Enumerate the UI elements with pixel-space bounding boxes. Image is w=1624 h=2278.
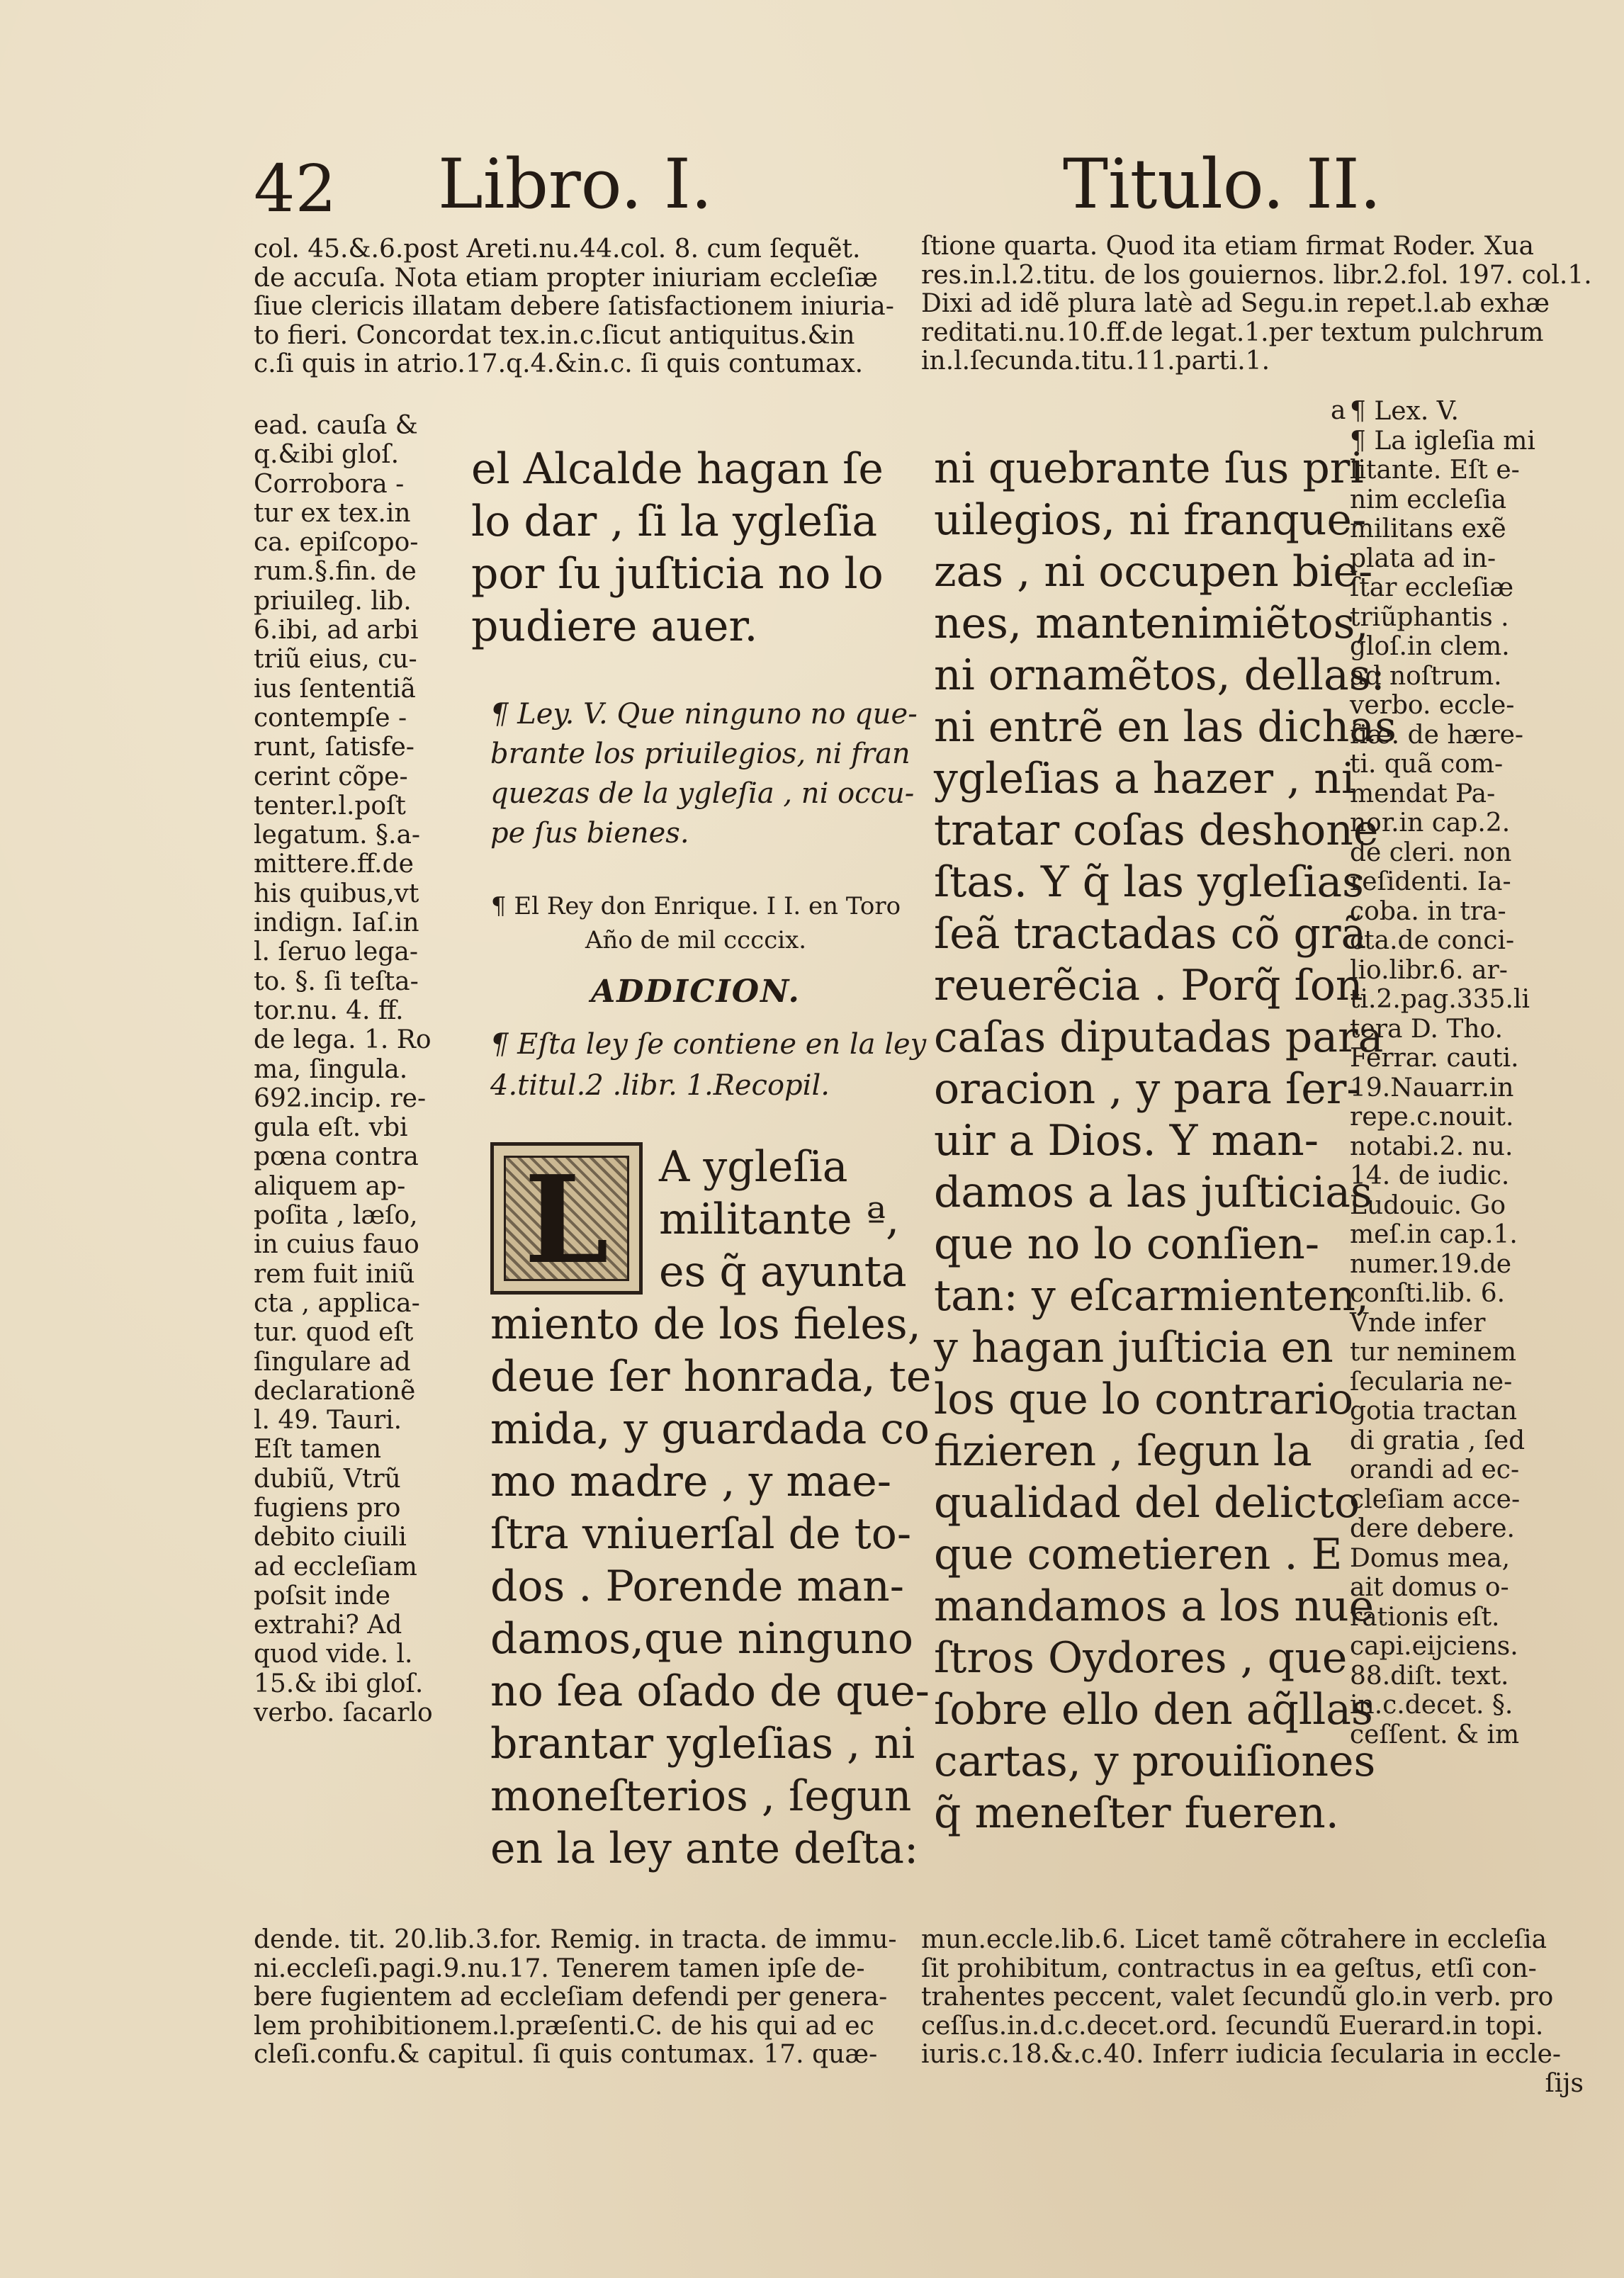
gloss-line: lio.libr.6. ar- bbox=[1350, 955, 1508, 985]
gloss-left-column bbox=[254, 411, 434, 1727]
gloss-line: notabi.2. nu. bbox=[1350, 1132, 1513, 1161]
law-heading-line: pe ſus bienes. bbox=[490, 817, 689, 850]
gloss-line: ceſſus.in.d.c.decet.ord. ſecundũ Euerard.in topi. bbox=[921, 2011, 1544, 2041]
gloss-line: Domus mea, bbox=[1350, 1543, 1511, 1573]
gloss-line: tenter.l.poſt bbox=[254, 791, 406, 821]
body-line: y hagan juſticia en bbox=[934, 1323, 1333, 1372]
gloss-line: Vnde infer bbox=[1350, 1308, 1486, 1338]
gloss-line: legatum. §.a- bbox=[254, 821, 421, 850]
body-line: ni entrẽ en las dichas bbox=[934, 702, 1397, 752]
body-line: pudiere auer. bbox=[471, 602, 758, 651]
body-line: cartas, y prouiſiones bbox=[934, 1737, 1376, 1786]
gloss-line: ma, ſingula. bbox=[254, 1054, 408, 1084]
running-head-left: Libro. I. bbox=[438, 145, 713, 224]
gloss-line: mun.eccle.lib.6. Licet tamẽ cõtrahere in eccleſia bbox=[921, 1925, 1547, 1954]
gloss-line: cta.de conci- bbox=[1350, 926, 1515, 955]
gloss-line: runt, ſatisfe- bbox=[254, 733, 415, 762]
gloss-line: bere fugientem ad eccleſiam defendi per genera- bbox=[254, 1983, 888, 2012]
body-text-left-bottom bbox=[490, 1298, 932, 1875]
gloss-line: debito ciuili bbox=[254, 1523, 407, 1552]
gloss-line: ait domus o- bbox=[1350, 1573, 1509, 1602]
gloss-line: 692.incip. re- bbox=[254, 1083, 427, 1113]
gloss-line: pœna contra bbox=[254, 1142, 419, 1172]
gloss-line: dubiũ, Vtrũ bbox=[254, 1464, 401, 1494]
body-line: que cometieren . E bbox=[934, 1530, 1343, 1579]
gloss-line: tur. quod eſt bbox=[254, 1318, 414, 1348]
gloss-line: triũphantis . bbox=[1350, 602, 1509, 632]
gloss-line: lem prohibitionem.l.præſenti.C. de his qui ad ec bbox=[254, 2011, 874, 2041]
gloss-line: fugiens pro bbox=[254, 1493, 401, 1523]
gloss-line: quod vide. l. bbox=[254, 1640, 413, 1669]
gloss-line: plata ad in- bbox=[1350, 543, 1496, 573]
gloss-line: ti.2.pag.335.li bbox=[1350, 985, 1530, 1014]
gloss-line: 88.diſt. text. bbox=[1350, 1661, 1509, 1691]
gloss-line: nor.in cap.2. bbox=[1350, 808, 1511, 838]
body-line: en la ley ante deſta: bbox=[490, 1824, 919, 1873]
body-line: damos a las juſticias bbox=[934, 1168, 1372, 1217]
gloss-line: q.&ibi gloſ. bbox=[254, 440, 400, 470]
body-line: mida, y guardada co bbox=[490, 1404, 930, 1454]
gloss-line: litante. Eſt e- bbox=[1350, 456, 1520, 485]
body-line: ſtas. Y q̃ las ygleſias bbox=[934, 857, 1364, 907]
law-heading bbox=[490, 694, 918, 853]
gloss-line: 15.& ibi gloſ. bbox=[254, 1669, 424, 1698]
gloss-right-column bbox=[1350, 397, 1555, 1749]
gloss-line: verbo. ſacarlo bbox=[254, 1698, 433, 1728]
body-line: militante ª, bbox=[659, 1195, 900, 1244]
gloss-line: Ludouic. Go bbox=[1350, 1190, 1506, 1220]
body-line: damos,que ninguno bbox=[490, 1614, 913, 1664]
body-line: ſeã tractadas cõ grã bbox=[934, 909, 1367, 959]
body-line: mandamos a los nue bbox=[934, 1581, 1375, 1631]
gloss-top-right bbox=[921, 232, 1592, 376]
gloss-line: gotia tractan bbox=[1350, 1397, 1518, 1426]
gloss-line: Ferrar. cauti. bbox=[1350, 1044, 1519, 1073]
law-heading-line: brante los priuilegios, ni fran bbox=[490, 738, 910, 770]
body-line: que no lo conſien- bbox=[934, 1219, 1320, 1269]
gloss-line: ſiæ. de hære- bbox=[1350, 720, 1524, 750]
body-line: ſtros Oydores , que bbox=[934, 1633, 1348, 1683]
gloss-line: ca. epiſcopo- bbox=[254, 528, 419, 558]
body-line: lo dar , ſi la ygleſia bbox=[471, 497, 878, 546]
gloss-line: ſit prohibitum, contractus in ea geſtus, etſi con- bbox=[921, 1953, 1537, 1983]
gloss-line: gloſ.in clem. bbox=[1350, 632, 1510, 661]
gloss-line: poſita , læſo, bbox=[254, 1201, 418, 1231]
body-text-right bbox=[934, 443, 1397, 1839]
gloss-line: coba. in tra- bbox=[1350, 896, 1506, 926]
gloss-line: nim eccleſia bbox=[1350, 485, 1507, 514]
gloss-line: trahentes peccent, valet ſecundũ glo.in verb. pro bbox=[921, 1983, 1554, 2012]
decorated-initial bbox=[490, 1142, 643, 1295]
body-line: mo madre , y mae- bbox=[490, 1457, 891, 1506]
body-line: A ygleſia bbox=[659, 1142, 848, 1192]
gloss-line: ni.eccleſi.pagi.9.nu.17. Tenerem tamen ipſe de- bbox=[254, 1953, 865, 1983]
gloss-line: de accuſa. Nota etiam propter iniuriam eccleſiæ bbox=[254, 263, 878, 293]
gloss-line: col. 45.&.6.post Areti.nu.44.col. 8. cum ſequẽt. bbox=[254, 235, 861, 264]
gloss-line: meſ.in cap.1. bbox=[1350, 1220, 1518, 1249]
body-line: ni ornamẽtos, dellas: bbox=[934, 650, 1385, 700]
gloss-top-left bbox=[254, 235, 913, 379]
gloss-line: l. 49. Tauri. bbox=[254, 1406, 402, 1436]
gloss-line: militans exẽ bbox=[1350, 514, 1506, 543]
gloss-line: indign. Iaſ.in bbox=[254, 908, 419, 938]
gloss-line: mittere.ff.de bbox=[254, 850, 414, 879]
addicion-note-line: 4.titul.2 .libr. 1.Recopil. bbox=[490, 1069, 830, 1102]
gloss-line: in.c.decet. §. bbox=[1350, 1691, 1513, 1720]
running-head-right: Titulo. II. bbox=[1063, 145, 1382, 224]
gloss-line: ius ſententiã bbox=[254, 674, 416, 704]
gloss-line: triũ eius, cu- bbox=[254, 645, 417, 675]
body-text-left-top bbox=[471, 443, 896, 653]
gloss-line: declarationẽ bbox=[254, 1376, 416, 1406]
body-line: no ſea oſado de que- bbox=[490, 1667, 930, 1716]
gloss-line: ſtar eccleſiæ bbox=[1350, 573, 1514, 602]
body-line: brantar ygleſias , ni bbox=[490, 1719, 915, 1769]
gloss-line: rationis eſt. bbox=[1350, 1602, 1500, 1632]
gloss-bottom-left bbox=[254, 1926, 913, 2070]
gloss-line: Eſt tamen bbox=[254, 1435, 382, 1465]
gloss-line: Dixi ad idẽ plura latè ad Segu.in repet.l.ab exhæ bbox=[921, 289, 1550, 318]
body-line: miento de los fieles, bbox=[490, 1299, 921, 1349]
gloss-line: cleſi.confu.& capitul. ſi quis contumax. 17. quæ- bbox=[254, 2040, 878, 2069]
body-line: oracion , y para ſer- bbox=[934, 1064, 1361, 1114]
gloss-line: ti. quã com- bbox=[1350, 750, 1504, 779]
body-line: uir a Dios. Y man- bbox=[934, 1116, 1319, 1166]
body-text-left-dropcap bbox=[659, 1141, 907, 1298]
gloss-line: conſti.lib. 6. bbox=[1350, 1279, 1506, 1308]
gloss-line: cta , applica- bbox=[254, 1288, 420, 1318]
body-line: ygleſias a hazer , ni bbox=[934, 754, 1355, 803]
body-line: ſtra vniuerſal de to- bbox=[490, 1509, 912, 1559]
king-attribution-line: ¶ El Rey don Enrique. I I. en Toro bbox=[490, 892, 901, 920]
gloss-line: rem fuit iniũ bbox=[254, 1259, 415, 1289]
gloss-line: in cuius fauo bbox=[254, 1230, 419, 1260]
body-line: zas , ni occupen bie- bbox=[934, 547, 1373, 597]
law-heading-line: quezas de la ygleſia , ni occu- bbox=[490, 777, 915, 810]
gloss-line: 14. de iudic. bbox=[1350, 1161, 1510, 1190]
body-line: uilegios, ni franque- bbox=[934, 495, 1367, 545]
body-line: qualidad del delicto bbox=[934, 1478, 1360, 1528]
body-line: el Alcalde hagan ſe bbox=[471, 444, 884, 494]
body-line: los que lo contrario bbox=[934, 1375, 1354, 1424]
gloss-line: tur neminem bbox=[1350, 1338, 1517, 1367]
gloss-line: poſsit inde bbox=[254, 1581, 390, 1611]
gloss-line: his quibus,vt bbox=[254, 879, 419, 908]
gloss-line: ceſſent. & im bbox=[1350, 1720, 1520, 1749]
gloss-line: to fieri. Concordat tex.in.c.ſicut antiquitus.&in bbox=[254, 320, 855, 350]
gloss-line: reſidenti. Ia- bbox=[1350, 867, 1511, 896]
gloss-line: aliquem ap- bbox=[254, 1171, 406, 1201]
gloss-line: dere debere. bbox=[1350, 1514, 1515, 1543]
law-heading-line: ¶ Ley. V. Que ninguno no que- bbox=[490, 698, 918, 731]
body-line: ni quebrante ſus pri bbox=[934, 444, 1364, 493]
gloss-line: mendat Pa- bbox=[1350, 779, 1496, 808]
body-line: fizieren , ſegun la bbox=[934, 1426, 1312, 1476]
initial-letter: L bbox=[524, 1149, 609, 1291]
gloss-line: ad eccleſiam bbox=[254, 1552, 417, 1581]
gloss-line: orandi ad ec- bbox=[1350, 1455, 1520, 1484]
gloss-line: gula eſt. vbi bbox=[254, 1113, 408, 1143]
gloss-line: ad noſtrum. bbox=[1350, 661, 1502, 691]
gloss-line: ſtione quarta. Quod ita etiam firmat Roder. Xua bbox=[921, 232, 1534, 261]
gloss-line: res.in.l.2.titu. de los gouiernos. libr.2.fol. 197. col.1. bbox=[921, 260, 1592, 290]
gloss-line: to. §. ſi teſta- bbox=[254, 966, 419, 996]
gloss-line: l. ſeruo lega- bbox=[254, 937, 419, 967]
gloss-line: numer.19.de bbox=[1350, 1249, 1512, 1279]
gloss-line: iuris.c.18.&.c.40. Inferr iudicia ſecularia in eccle- bbox=[921, 2040, 1562, 2069]
gloss-line: 19.Nauarr.in bbox=[1350, 1073, 1514, 1103]
body-line: caſas diputadas para bbox=[934, 1013, 1384, 1062]
addicion-note bbox=[490, 1024, 927, 1106]
gloss-line: de lega. 1. Ro bbox=[254, 1025, 432, 1055]
gloss-line: tur ex tex.in bbox=[254, 498, 411, 528]
gloss-line: ſecularia ne- bbox=[1350, 1367, 1513, 1397]
gloss-line: ſijs bbox=[1545, 2068, 1584, 2098]
body-line: dos . Porende man- bbox=[490, 1562, 905, 1611]
gloss-line: reditati.nu.10.ff.de legat.1.per textum pulchrum bbox=[921, 317, 1544, 347]
gloss-line: cerint cõpe- bbox=[254, 762, 408, 791]
gloss-line: ¶ La igleſia mi bbox=[1350, 426, 1535, 456]
body-line: por ſu juſticia no lo bbox=[471, 549, 884, 599]
note-marker: a bbox=[1331, 396, 1346, 425]
body-line: moneſterios , ſegun bbox=[490, 1771, 912, 1821]
gloss-line: priuileg. lib. bbox=[254, 586, 412, 616]
gloss-line: ¶ Lex. V. bbox=[1350, 397, 1459, 426]
gloss-line: 6.ibi, ad arbi bbox=[254, 616, 419, 645]
king-attribution bbox=[490, 889, 901, 957]
addicion-heading: ADDICION. bbox=[591, 974, 801, 1010]
body-line: tan: y eſcarmienten, bbox=[934, 1271, 1370, 1321]
gloss-line: extrahi? Ad bbox=[254, 1611, 402, 1640]
folio-number: 42 bbox=[254, 151, 337, 227]
gloss-line: ſingulare ad bbox=[254, 1347, 411, 1377]
body-line: es q̃ ayunta bbox=[659, 1247, 907, 1297]
gloss-line: rum.§.fin. de bbox=[254, 557, 417, 587]
body-line: q̃ meneſter fueren. bbox=[934, 1788, 1339, 1838]
gloss-line: tor.nu. 4. ff. bbox=[254, 996, 404, 1025]
body-line: reuerẽcia . Porq̃ ſon bbox=[934, 961, 1363, 1010]
gloss-line: dende. tit. 20.lib.3.for. Remig. in tracta. de immu- bbox=[254, 1925, 897, 1954]
gloss-line: capi.eijciens. bbox=[1350, 1632, 1518, 1661]
gloss-line: cleſiam acce- bbox=[1350, 1484, 1521, 1514]
body-line: tratar coſas deshone bbox=[934, 806, 1379, 855]
king-attribution-line: Año de mil ccccix. bbox=[585, 926, 807, 954]
gloss-line: Corrobora - bbox=[254, 469, 405, 499]
gloss-line: repe.c.nouit. bbox=[1350, 1103, 1514, 1132]
gloss-line: ead. cauſa & bbox=[254, 411, 418, 440]
gloss-line: in.l.ſecunda.titu.11.parti.1. bbox=[921, 346, 1270, 376]
addicion-note-line: ¶ Eſta ley ſe contiene en la ley bbox=[490, 1028, 927, 1061]
gloss-line: c.ſi quis in atrio.17.q.4.&in.c. ſi quis contumax. bbox=[254, 349, 864, 378]
gloss-line: tera D. Tho. bbox=[1350, 1014, 1504, 1044]
body-line: nes, mantenimiẽtos, bbox=[934, 599, 1369, 648]
gloss-line: verbo. eccle- bbox=[1350, 691, 1515, 720]
gloss-line: di gratia , ſed bbox=[1350, 1426, 1526, 1455]
gloss-line: de cleri. non bbox=[1350, 838, 1512, 867]
gloss-line: ſiue clericis illatam debere ſatisfactionem iniuria- bbox=[254, 292, 894, 321]
body-line: deue ſer honrada, te bbox=[490, 1352, 932, 1402]
gloss-line: contempſe - bbox=[254, 703, 407, 733]
gloss-bottom-right bbox=[921, 1926, 1584, 2098]
body-line: ſobre ello den aq̃llas bbox=[934, 1685, 1373, 1735]
